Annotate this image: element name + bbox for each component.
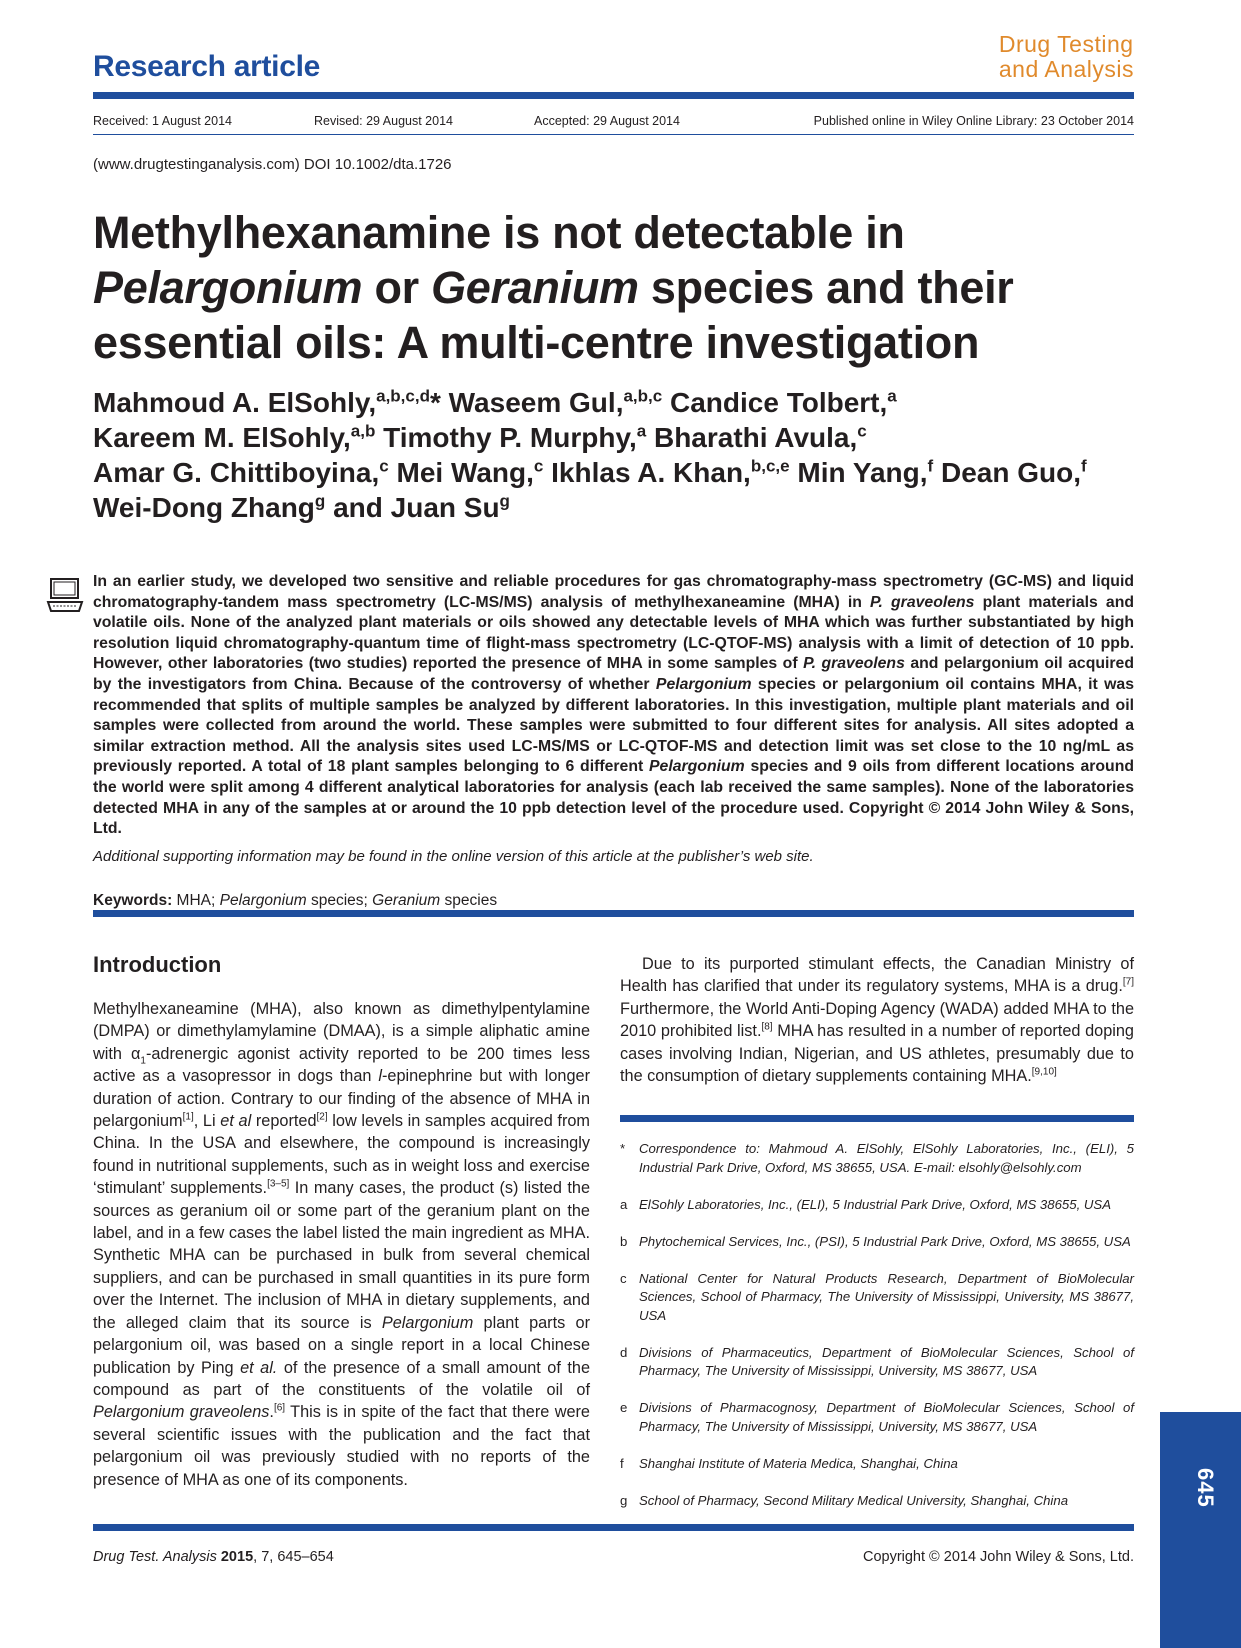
author-name: Wei-Dong Zhang [93, 492, 315, 523]
journal-logo-line2: and Analysis [998, 56, 1134, 82]
body-text: of the presence of a small amount of the compound as part of the constituents of the volatile oil of [93, 1358, 590, 1399]
body-text: This is in spite of the fact that there were several scientific issues with the publication and the fact that pelargonium oil was previously studied with no reports of the presence of MHA as one of its components. [93, 1403, 590, 1489]
footnote-item [620, 1344, 1134, 1381]
footnote-text: ElSohly Laboratories, Inc., (ELI), 5 Industrial Park Drive, Oxford, MS 38655, USA [639, 1196, 1112, 1212]
citation-link[interactable]: [1] [182, 1111, 194, 1123]
author-affiliation: f [1081, 456, 1087, 476]
author-affiliation: a [636, 421, 647, 441]
author-affiliation: a [887, 386, 897, 406]
abstract-text: In an earlier study, we developed two sensitive and reliable procedures for gas chromatography-mass spectrometry (GC-MS) and liquid chromatography-tandem mass spectrometry (LC-MS/MS) analysis of methylhexaneamine (MHA) in [93, 573, 1134, 611]
author-name: Waseem Gul, [448, 387, 624, 418]
footnote-text: School of Pharmacy, Second Military Medical University, Shanghai, China [639, 1492, 1069, 1508]
footnote-label: e [620, 1400, 628, 1415]
footnote-label: d [620, 1344, 628, 1360]
footnote-item [620, 1140, 1134, 1177]
author-name: Mahmoud A. ElSohly, [93, 387, 377, 418]
footnote-label: g [620, 1492, 628, 1508]
body-text: Pelargonium [381, 1313, 474, 1332]
footnote-text: Divisions of Pharmacognosy, Department of BioMolecular Sciences, School of Pharmacy, The University of Mississippi, University, MS 38677, USA [639, 1400, 1134, 1434]
keyword-text: species [440, 892, 498, 909]
introduction-heading: Introduction [93, 952, 222, 977]
author-affiliation: g [499, 491, 510, 511]
footnote-label: c [620, 1270, 627, 1286]
abstract-text: species and 9 oils from different locations around the world were split among 4 different analytical laboratories for analysis (each lab received the same samples). None of the laboratories detected MHA in any of the samples at or around the 10 ppb detection level of the procedure used. Copyright © 2014 John Wiley & Sons, Ltd. [93, 758, 1134, 838]
footnote-text: Correspondence to: Mahmoud A. ElSohly, ElSohly Laboratories, Inc., (ELI), 5 Industrial Park Drive, Oxford, MS 38655, USA. E-mail: elsohly@elsohly.com [639, 1141, 1134, 1175]
footnote-item [620, 1196, 1134, 1215]
author-name: Min Yang, [797, 457, 928, 488]
footnote-label: * [620, 1141, 626, 1156]
page-number-tab [1160, 1412, 1241, 1648]
body-text: In many cases, the product (s) listed the sources as geranium oil or some part of the geranium plant on the label, and in a few cases the label listed the main ingredient as MHA. Synthetic MHA can be purchased in bulk from several chemical suppliers, and can be purchased in small quantities in its pure form over the Internet. The inclusion of MHA in dietary supplements, and the alleged claim that its source is [93, 1179, 590, 1332]
author-affiliation: c [379, 456, 389, 476]
body-text: , Li [193, 1112, 221, 1131]
body-text: MHA has resulted in a number of reported doping cases involving Indian, Nigerian, and US athletes, presumably due to the consumption of dietary supplements containing MHA. [620, 1022, 1134, 1086]
abstract-text: and pelargonium oil acquired by the investigators from China. Because of the controversy of whether [93, 655, 1134, 693]
body-text: . [269, 1403, 274, 1422]
abstract-species: P. graveolens [803, 655, 905, 673]
title-or: or [362, 262, 432, 313]
published-date: Published online in Wiley Online Library: 23 October 2014 [813, 114, 1134, 128]
footnote-item [620, 1399, 1134, 1436]
author-name: Amar G. Chittiboyina, [93, 457, 380, 488]
intro-paragraph [620, 953, 1134, 1087]
author-name: Bharathi Avula, [653, 422, 858, 453]
author-name: and Juan Su [333, 492, 500, 523]
abstract-text: species or pelargonium oil contains MHA, it was recommended that splits of multiple samples be analyzed by different laboratories. In this investigation, multiple plant materials and oil samples were collected from around the world. These samples were submitted to four different sites for analysis. All sites adopted a similar extraction method. All the analysis sites used LC-MS/MS or LC-QTOF-MS and detection limit was set close to the 10 ng/mL as previously reported. A total of 18 plant samples belonging to 6 different [93, 675, 1134, 776]
keyword-text: MHA; [172, 892, 220, 909]
author-affiliation: c [533, 456, 544, 476]
citation-link[interactable]: [9,10] [1031, 1066, 1057, 1078]
footnote-label: a [620, 1196, 628, 1212]
doi-line[interactable]: (www.drugtestinganalysis.com) DOI 10.1002/dta.1726 [93, 156, 452, 173]
journal-logo-line1: Drug Testing [998, 31, 1134, 57]
citation-link[interactable]: [7] [1122, 976, 1134, 988]
intro-left-column [93, 998, 590, 1491]
body-text: low levels in samples acquired from China. In the USA and elsewhere, the compound is increasingly found in nutritional supplements, such as in weight loss and exercise ‘stimulant’ supplements. [93, 1112, 590, 1198]
citation-link[interactable]: [3–5] [267, 1178, 290, 1190]
received-date: Received: 1 August 2014 [93, 114, 232, 128]
body-text: -adrenergic agonist activity reported to be 200 times less active as a vasopressor in dogs than [93, 1044, 591, 1086]
article-title [93, 205, 1133, 370]
footer-citation [93, 1549, 334, 1565]
body-text: et al [220, 1112, 252, 1131]
keyword-text: Geranium [372, 892, 441, 909]
body-text: plant parts or pelargonium oil, was based on a single report in a local Chinese publication by Ping [93, 1313, 590, 1377]
keywords-label: Keywords: [93, 892, 173, 909]
footer-journal: Drug Test. Analysis [93, 1549, 217, 1565]
article-type-label: Research article [93, 50, 321, 83]
keywords [93, 892, 497, 910]
body-text: Furthermore, the World Anti-Doping Agency (WADA) added MHA to the 2010 prohibited list. [620, 999, 1134, 1041]
corresponding-star: * [429, 387, 441, 418]
abstract-species: Pelargonium [655, 675, 752, 693]
intro-right-column [620, 953, 1134, 1087]
body-text: -epinephrine but with longer duration of action. Contrary to our finding of the absence of MHA in pelargonium [93, 1067, 590, 1131]
dates-rule [93, 134, 1134, 135]
footer-volume: , 7, 645–654 [253, 1549, 334, 1565]
abstract-species: P. graveolens [870, 593, 975, 611]
footnote-text: National Center for Natural Products Research, Department of BioMolecular Sciences, School of Pharmacy, The University of Mississippi, University, MS 38677, USA [639, 1270, 1134, 1323]
supporting-info-computer-icon[interactable] [46, 577, 84, 615]
footnote-text: Phytochemical Services, Inc., (PSI), 5 Industrial Park Drive, Oxford, MS 38655, USA [639, 1233, 1131, 1249]
journal-logo [999, 32, 1134, 82]
abstract-species: Pelargonium [649, 758, 745, 776]
title-part2: species and their essential oils: A multi-centre investigation [93, 262, 1014, 368]
title-italic1: Pelargonium [93, 262, 363, 313]
footnote-item [620, 1233, 1134, 1252]
author-name: Timothy P. Murphy, [383, 422, 637, 453]
footnote-text: Shanghai Institute of Materia Medica, Shanghai, China [639, 1455, 958, 1471]
revised-date: Revised: 29 August 2014 [314, 114, 453, 128]
supporting-info-note: Additional supporting information may be found in the online version of this article at the publisher’s web site. [93, 848, 814, 865]
author-affiliation: a,b [350, 421, 376, 441]
accepted-date: Accepted: 29 August 2014 [534, 114, 680, 128]
body-text: et al. [240, 1358, 278, 1377]
citation-link[interactable]: [8] [761, 1021, 773, 1033]
footer-year: 2015 [216, 1549, 254, 1565]
author-affiliation: a,b,c [623, 386, 663, 406]
footer-copyright: Copyright © 2014 John Wiley & Sons, Ltd. [862, 1549, 1134, 1565]
body-text: Pelargonium graveolens [93, 1403, 270, 1422]
footnote-label: f [620, 1455, 624, 1471]
footnote-item [620, 1270, 1134, 1326]
keyword-text: species; [306, 892, 373, 909]
footnote-text: Divisions of Pharmaceutics, Department of BioMolecular Sciences, School of Pharmacy, The University of Mississippi, University, MS 38677, USA [639, 1344, 1134, 1378]
citation-link[interactable]: [2] [316, 1111, 328, 1123]
abstract [93, 572, 1134, 840]
author-affiliation: b,c,e [750, 456, 790, 476]
author-name: Ikhlas A. Khan, [551, 457, 751, 488]
body-text: Due to its purported stimulant effects, the Canadian Ministry of Health has clarified that under its regulatory systems, MHA is a drug. [620, 955, 1134, 996]
author-name: Kareem M. ElSohly, [93, 422, 351, 453]
author-list [93, 385, 1133, 525]
author-name: Candice Tolbert, [670, 387, 888, 418]
header-rule [93, 92, 1134, 99]
affiliation-footnotes [620, 1140, 1134, 1529]
page-number: 645 [1193, 1468, 1218, 1508]
footer-rule [93, 1524, 1134, 1531]
title-italic2: Geranium [431, 262, 639, 313]
abstract-text: plant materials and volatile oils. None of the analyzed plant materials or oils showed any detectable levels of MHA which was further substantiated by high resolution liquid chromatography-quantum time of flight-mass spectrometry (LC-QTOF-MS) analysis with a limit of detection of 10 ppb. However, other laboratories (two studies) reported the presence of MHA in some samples of [93, 593, 1134, 673]
author-name: Mei Wang, [396, 457, 534, 488]
title-part1: Methylhexanamine is not detectable in [93, 207, 905, 258]
subscript: 1 [140, 1055, 146, 1067]
author-affiliation: f [927, 456, 934, 476]
citation-link[interactable]: [6] [273, 1402, 286, 1414]
abstract-rule [93, 910, 1134, 917]
keyword-text: Pelargonium [219, 892, 307, 909]
footnote-label: b [620, 1233, 628, 1249]
author-affiliation: c [857, 421, 867, 441]
body-text: l [378, 1067, 382, 1086]
footnote-item [620, 1455, 1134, 1474]
author-name: Dean Guo, [941, 457, 1082, 488]
author-affiliation: a,b,c,d [376, 386, 430, 406]
body-text: reported [251, 1112, 317, 1131]
intro-paragraph [93, 998, 590, 1491]
footnote-rule [620, 1115, 1134, 1122]
author-affiliation: g [314, 491, 326, 511]
footnote-item [620, 1492, 1134, 1511]
body-text: Methylhexaneamine (MHA), also known as dimethylpentylamine (DMPA) or dimethylamylamine (DMAA), is a simple aliphatic amine with α [93, 1000, 590, 1063]
